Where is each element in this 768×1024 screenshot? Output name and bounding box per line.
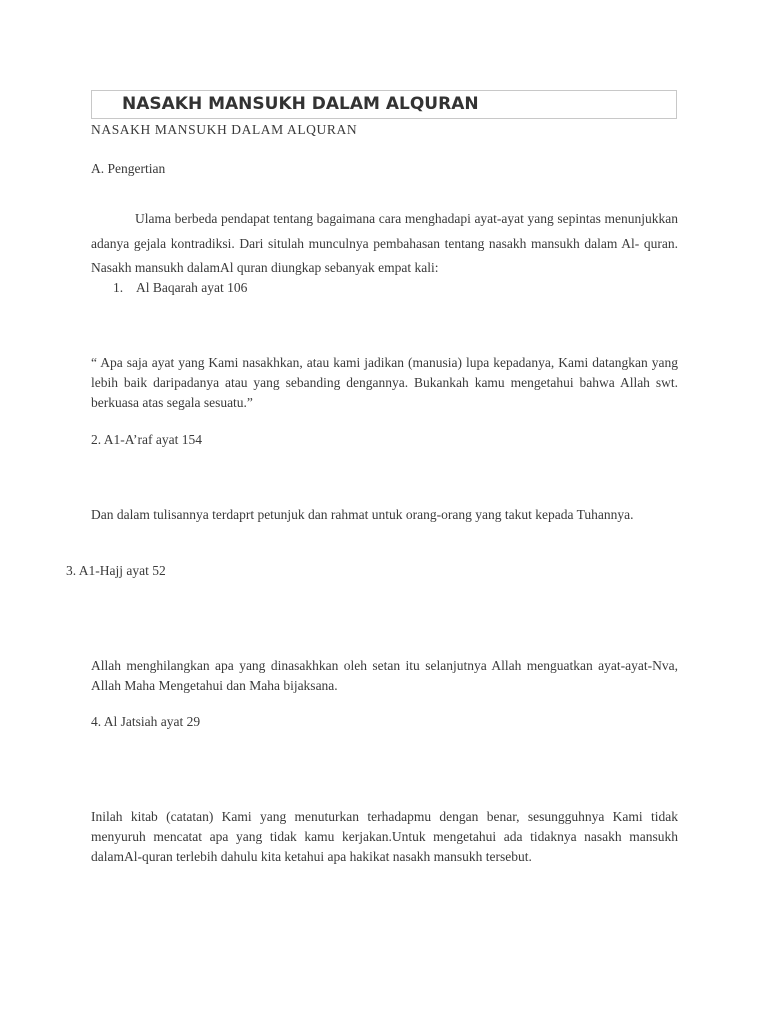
list-item-label: A1-A’raf ayat 154 xyxy=(103,432,202,447)
list-item xyxy=(113,280,700,296)
list-item-number: 3. xyxy=(66,563,77,578)
list-item-label: Al Jatsiah ayat 29 xyxy=(103,714,201,729)
quote-paragraph: Allah menghilangkan apa yang dinasakhkan oleh setan itu selanjutnya Allah menguatkan ayat-ayat-Nva, Allah Maha Mengetahui dan Maha bijaksana. xyxy=(91,658,678,693)
quote-paragraph: Inilah kitab (catatan) Kami yang menuturkan terhadapmu dengan benar, sesungguhnya Kami tidak menyuruh mencatat apa yang tidak kamu kerjakan.Untuk mengetahui ada tidaknya nasakh mansukh dalamAl-quran terlebih dahulu kita ketahui apa hakikat nasakh mansukh tersebut. xyxy=(91,809,678,864)
list-item-label: A1-Hajj ayat 52 xyxy=(78,563,166,578)
intro-paragraph: Ulama berbeda pendapat tentang bagaimana cara menghadapi ayat-ayat yang sepintas menunjukkan adanya gejala kontradiksi. Dari situlah munculnya pembahasan tentang nasakh mansukh dalam Al- quran. Nasakh mansukh dalamAl quran diungkap sebanyak empat kali: xyxy=(91,211,678,275)
list-item xyxy=(66,563,653,579)
section-heading: A. Pengertian xyxy=(91,161,166,176)
list-item-number: 4. xyxy=(91,714,102,729)
list-item-number: 2. xyxy=(91,432,102,447)
document-title: NASAKH MANSUKH DALAM ALQURAN xyxy=(122,94,479,114)
list-item-label: Al Baqarah ayat 106 xyxy=(136,280,248,295)
quote-paragraph: Dan dalam tulisannya terdaprt petunjuk dan rahmat untuk orang-orang yang takut kepada Tuhannya. xyxy=(91,507,634,522)
document-subtitle: NASAKH MANSUKH DALAM ALQURAN xyxy=(91,122,358,137)
list-item xyxy=(91,432,678,448)
list-item xyxy=(91,714,678,730)
list-item-number: 1. xyxy=(113,280,124,295)
quote-paragraph: “ Apa saja ayat yang Kami nasakhkan, atau kami jadikan (manusia) lupa kepadanya, Kami datangkan yang lebih baik daripadanya atau yang sebanding dengannya. Bukankah kamu mengetahui bahwa Allah swt. berkuasa atas segala sesuatu.” xyxy=(91,355,678,410)
title-box xyxy=(91,90,677,119)
